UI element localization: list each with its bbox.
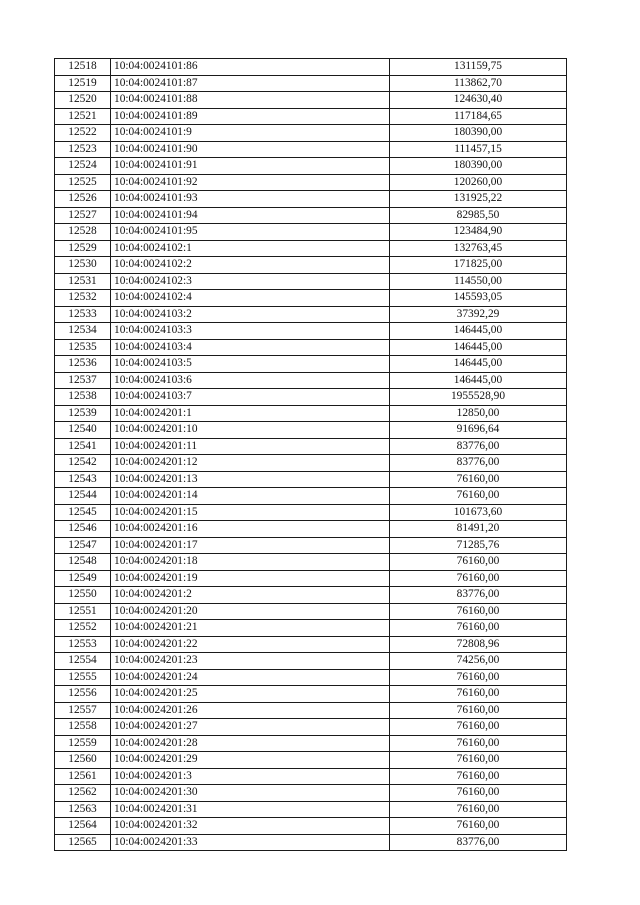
value-cell: 76160,00 — [390, 801, 567, 818]
row-number-cell: 12565 — [55, 834, 111, 851]
value-cell: 117184,65 — [390, 108, 567, 125]
row-number-cell: 12541 — [55, 438, 111, 455]
row-number-cell: 12534 — [55, 323, 111, 340]
table-row — [55, 191, 567, 208]
table-row — [55, 108, 567, 125]
cadastral-number-cell: 10:04:0024201:11 — [111, 438, 390, 455]
row-number-cell: 12548 — [55, 554, 111, 571]
cadastral-number-cell: 10:04:0024101:91 — [111, 158, 390, 175]
row-number-cell: 12535 — [55, 339, 111, 356]
row-number-cell: 12519 — [55, 75, 111, 92]
value-cell: 83776,00 — [390, 438, 567, 455]
cadastral-number-cell: 10:04:0024201:31 — [111, 801, 390, 818]
value-cell: 82985,50 — [390, 207, 567, 224]
table-row — [55, 257, 567, 274]
value-cell: 76160,00 — [390, 719, 567, 736]
cadastral-number-cell: 10:04:0024201:26 — [111, 702, 390, 719]
cadastral-number-cell: 10:04:0024101:89 — [111, 108, 390, 125]
row-number-cell: 12554 — [55, 653, 111, 670]
row-number-cell: 12538 — [55, 389, 111, 406]
cadastral-number-cell: 10:04:0024101:86 — [111, 59, 390, 76]
row-number-cell: 12528 — [55, 224, 111, 241]
value-cell: 74256,00 — [390, 653, 567, 670]
table-row — [55, 438, 567, 455]
value-cell: 131925,22 — [390, 191, 567, 208]
value-cell: 131159,75 — [390, 59, 567, 76]
row-number-cell: 12552 — [55, 620, 111, 637]
row-number-cell: 12556 — [55, 686, 111, 703]
cadastral-number-cell: 10:04:0024201:1 — [111, 405, 390, 422]
table-body — [55, 59, 567, 851]
table-row — [55, 224, 567, 241]
cadastral-number-cell: 10:04:0024201:28 — [111, 735, 390, 752]
row-number-cell: 12527 — [55, 207, 111, 224]
table-row — [55, 306, 567, 323]
cadastral-number-cell: 10:04:0024201:25 — [111, 686, 390, 703]
table-row — [55, 422, 567, 439]
table-row — [55, 570, 567, 587]
cadastral-number-cell: 10:04:0024201:19 — [111, 570, 390, 587]
cadastral-number-cell: 10:04:0024201:3 — [111, 768, 390, 785]
row-number-cell: 12518 — [55, 59, 111, 76]
row-number-cell: 12530 — [55, 257, 111, 274]
cadastral-number-cell: 10:04:0024201:33 — [111, 834, 390, 851]
table-row — [55, 719, 567, 736]
table-row — [55, 785, 567, 802]
table-row — [55, 603, 567, 620]
value-cell: 132763,45 — [390, 240, 567, 257]
cadastral-number-cell: 10:04:0024201:13 — [111, 471, 390, 488]
cadastral-number-cell: 10:04:0024201:22 — [111, 636, 390, 653]
value-cell: 76160,00 — [390, 669, 567, 686]
row-number-cell: 12531 — [55, 273, 111, 290]
cadastral-number-cell: 10:04:0024101:87 — [111, 75, 390, 92]
table-row — [55, 735, 567, 752]
table-row — [55, 488, 567, 505]
cadastral-number-cell: 10:04:0024103:6 — [111, 372, 390, 389]
value-cell: 83776,00 — [390, 455, 567, 472]
table-row — [55, 339, 567, 356]
table-row — [55, 554, 567, 571]
table-row — [55, 752, 567, 769]
cadastral-number-cell: 10:04:0024102:1 — [111, 240, 390, 257]
row-number-cell: 12520 — [55, 92, 111, 109]
cadastral-number-cell: 10:04:0024201:12 — [111, 455, 390, 472]
value-cell: 76160,00 — [390, 686, 567, 703]
cadastral-value-table — [54, 58, 567, 851]
cadastral-number-cell: 10:04:0024101:94 — [111, 207, 390, 224]
cadastral-number-cell: 10:04:0024102:4 — [111, 290, 390, 307]
row-number-cell: 12547 — [55, 537, 111, 554]
row-number-cell: 12523 — [55, 141, 111, 158]
table-row — [55, 834, 567, 851]
cadastral-number-cell: 10:04:0024201:20 — [111, 603, 390, 620]
row-number-cell: 12558 — [55, 719, 111, 736]
table-row — [55, 455, 567, 472]
value-cell: 180390,00 — [390, 158, 567, 175]
row-number-cell: 12555 — [55, 669, 111, 686]
table-row — [55, 587, 567, 604]
value-cell: 81491,20 — [390, 521, 567, 538]
value-cell: 146445,00 — [390, 372, 567, 389]
row-number-cell: 12525 — [55, 174, 111, 191]
value-cell: 71285,76 — [390, 537, 567, 554]
value-cell: 76160,00 — [390, 768, 567, 785]
table-row — [55, 389, 567, 406]
row-number-cell: 12561 — [55, 768, 111, 785]
table-row — [55, 273, 567, 290]
value-cell: 37392,29 — [390, 306, 567, 323]
table-row — [55, 323, 567, 340]
value-cell: 76160,00 — [390, 570, 567, 587]
table-row — [55, 141, 567, 158]
cadastral-number-cell: 10:04:0024101:9 — [111, 125, 390, 142]
cadastral-number-cell: 10:04:0024201:10 — [111, 422, 390, 439]
value-cell: 146445,00 — [390, 323, 567, 340]
value-cell: 83776,00 — [390, 834, 567, 851]
row-number-cell: 12562 — [55, 785, 111, 802]
row-number-cell: 12540 — [55, 422, 111, 439]
cadastral-number-cell: 10:04:0024201:2 — [111, 587, 390, 604]
row-number-cell: 12532 — [55, 290, 111, 307]
table-row — [55, 174, 567, 191]
cadastral-number-cell: 10:04:0024103:7 — [111, 389, 390, 406]
cadastral-number-cell: 10:04:0024201:18 — [111, 554, 390, 571]
value-cell: 76160,00 — [390, 603, 567, 620]
cadastral-number-cell: 10:04:0024201:24 — [111, 669, 390, 686]
value-cell: 171825,00 — [390, 257, 567, 274]
table-row — [55, 372, 567, 389]
value-cell: 1955528,90 — [390, 389, 567, 406]
cadastral-number-cell: 10:04:0024101:95 — [111, 224, 390, 241]
cadastral-number-cell: 10:04:0024201:16 — [111, 521, 390, 538]
cadastral-number-cell: 10:04:0024201:30 — [111, 785, 390, 802]
table-row — [55, 636, 567, 653]
row-number-cell: 12536 — [55, 356, 111, 373]
cadastral-number-cell: 10:04:0024201:15 — [111, 504, 390, 521]
row-number-cell: 12539 — [55, 405, 111, 422]
row-number-cell: 12550 — [55, 587, 111, 604]
table-row — [55, 471, 567, 488]
cadastral-number-cell: 10:04:0024201:27 — [111, 719, 390, 736]
table-row — [55, 686, 567, 703]
row-number-cell: 12557 — [55, 702, 111, 719]
table-row — [55, 92, 567, 109]
table-row — [55, 669, 567, 686]
value-cell: 76160,00 — [390, 818, 567, 835]
value-cell: 72808,96 — [390, 636, 567, 653]
table-row — [55, 290, 567, 307]
table-row — [55, 768, 567, 785]
row-number-cell: 12563 — [55, 801, 111, 818]
row-number-cell: 12521 — [55, 108, 111, 125]
value-cell: 123484,90 — [390, 224, 567, 241]
table-row — [55, 801, 567, 818]
value-cell: 146445,00 — [390, 339, 567, 356]
value-cell: 76160,00 — [390, 488, 567, 505]
value-cell: 76160,00 — [390, 702, 567, 719]
value-cell: 114550,00 — [390, 273, 567, 290]
row-number-cell: 12559 — [55, 735, 111, 752]
cadastral-number-cell: 10:04:0024102:2 — [111, 257, 390, 274]
value-cell: 91696,64 — [390, 422, 567, 439]
table-row — [55, 653, 567, 670]
table-row — [55, 207, 567, 224]
value-cell: 111457,15 — [390, 141, 567, 158]
value-cell: 83776,00 — [390, 587, 567, 604]
value-cell: 76160,00 — [390, 735, 567, 752]
value-cell: 76160,00 — [390, 554, 567, 571]
row-number-cell: 12537 — [55, 372, 111, 389]
row-number-cell: 12524 — [55, 158, 111, 175]
row-number-cell: 12533 — [55, 306, 111, 323]
cadastral-number-cell: 10:04:0024101:90 — [111, 141, 390, 158]
cadastral-number-cell: 10:04:0024201:32 — [111, 818, 390, 835]
value-cell: 180390,00 — [390, 125, 567, 142]
row-number-cell: 12546 — [55, 521, 111, 538]
table-row — [55, 818, 567, 835]
table-row — [55, 158, 567, 175]
table-row — [55, 620, 567, 637]
table-row — [55, 356, 567, 373]
row-number-cell: 12553 — [55, 636, 111, 653]
cadastral-number-cell: 10:04:0024201:29 — [111, 752, 390, 769]
table-row — [55, 702, 567, 719]
table-row — [55, 59, 567, 76]
value-cell: 120260,00 — [390, 174, 567, 191]
cadastral-number-cell: 10:04:0024101:92 — [111, 174, 390, 191]
table-row — [55, 405, 567, 422]
cadastral-number-cell: 10:04:0024101:93 — [111, 191, 390, 208]
value-cell: 146445,00 — [390, 356, 567, 373]
row-number-cell: 12560 — [55, 752, 111, 769]
cadastral-number-cell: 10:04:0024201:17 — [111, 537, 390, 554]
value-cell: 101673,60 — [390, 504, 567, 521]
row-number-cell: 12551 — [55, 603, 111, 620]
table-row — [55, 240, 567, 257]
row-number-cell: 12549 — [55, 570, 111, 587]
cadastral-number-cell: 10:04:0024103:2 — [111, 306, 390, 323]
row-number-cell: 12542 — [55, 455, 111, 472]
row-number-cell: 12564 — [55, 818, 111, 835]
row-number-cell: 12545 — [55, 504, 111, 521]
row-number-cell: 12526 — [55, 191, 111, 208]
value-cell: 124630,40 — [390, 92, 567, 109]
value-cell: 76160,00 — [390, 785, 567, 802]
table-row — [55, 537, 567, 554]
cadastral-number-cell: 10:04:0024103:3 — [111, 323, 390, 340]
cadastral-number-cell: 10:04:0024201:23 — [111, 653, 390, 670]
table-row — [55, 521, 567, 538]
table-row — [55, 125, 567, 142]
cadastral-number-cell: 10:04:0024103:5 — [111, 356, 390, 373]
cadastral-number-cell: 10:04:0024101:88 — [111, 92, 390, 109]
row-number-cell: 12522 — [55, 125, 111, 142]
row-number-cell: 12543 — [55, 471, 111, 488]
cadastral-number-cell: 10:04:0024102:3 — [111, 273, 390, 290]
table-row — [55, 504, 567, 521]
value-cell: 76160,00 — [390, 620, 567, 637]
cadastral-number-cell: 10:04:0024103:4 — [111, 339, 390, 356]
table-row — [55, 75, 567, 92]
value-cell: 145593,05 — [390, 290, 567, 307]
cadastral-number-cell: 10:04:0024201:21 — [111, 620, 390, 637]
row-number-cell: 12529 — [55, 240, 111, 257]
value-cell: 12850,00 — [390, 405, 567, 422]
value-cell: 76160,00 — [390, 752, 567, 769]
value-cell: 113862,70 — [390, 75, 567, 92]
value-cell: 76160,00 — [390, 471, 567, 488]
row-number-cell: 12544 — [55, 488, 111, 505]
cadastral-number-cell: 10:04:0024201:14 — [111, 488, 390, 505]
